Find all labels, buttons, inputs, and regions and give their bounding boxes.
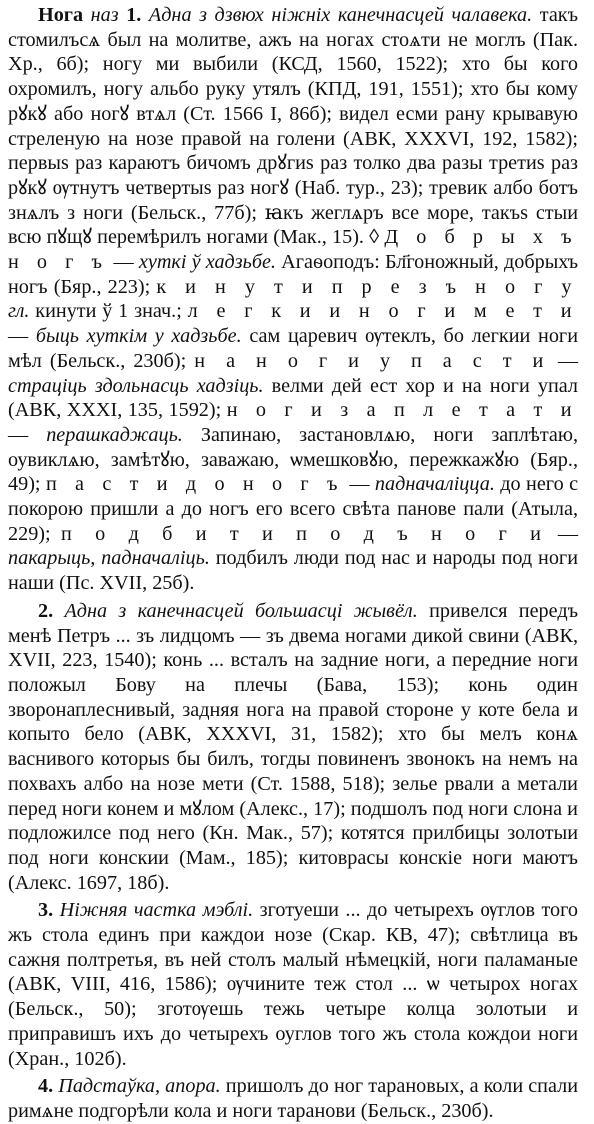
sense-4-paragraph [8, 1074, 578, 1123]
sense-2-number: 2. [38, 599, 54, 622]
citations-c: сам царевич ѹтеклъ, бо легкии ноги мѣл (Бельск., 230б); [8, 325, 578, 372]
phrase-6-gloss: падначаліцца. [374, 473, 495, 496]
phrase-1-term: Д о б р ы х ъ н о г ъ [8, 226, 578, 274]
sense-1-citations-a: такъ стомилъсѧ был на молитве, ажъ на ногах стоѧти не моглъ (Пак. Хр., 6б); ногу ми выбили (КСД, 1560, 1522); хто бы кого охромилъ, ногу альбо руку утялъ (КПД, 191, 1551); хто бы кому рꙋкꙋ або ногꙋ втѧл (Ст. 1566 I, 86б); видел есми рану крывавую стреленую на нозе правой на голени (АВК, XXXVI, 192, 1582); первыs раз караютъ бичомъ дрꙋгиs раз толко два разы третиs раз рꙋкꙋ ѹтнутъ четвертыs раз ногꙋ (Наб. тур., 23); тревик албо ботъ знѧлъ з ноги (Бельск., 77б); ꙗкъ жеглѧръ все море, такъs стыи всю пꙋщꙋ перемѣрилъ ногами (Мак., 15). [8, 4, 579, 249]
phrase-2-term: к и н у т и п р е з ъ н о г у [156, 275, 578, 298]
sense-2-definition: Адна з канечнасцей большасці жывёл. [64, 599, 418, 622]
phrase-7-gloss: пакарыць, падначаліць. [8, 547, 210, 570]
phrase-3-gloss: быць хуткім у хадзьбе. [35, 325, 242, 348]
phrase-5-gloss: перашкаджаць. [46, 423, 183, 446]
citations-d: велми дей ест хор и на ноги упал (АВК, XXXI, 135, 1592); [8, 374, 578, 422]
sense-1-number: 1. [126, 4, 142, 26]
phrase-5-term: н о г и з а п л е т а т и [226, 399, 579, 422]
citations-g: подбилъ люди под нас и народы под ноги наши (Пс. XVII, 25б). [8, 547, 579, 595]
sense-3-citations: зготуеши ... до четырехъ ѹглов того жъ стола единъ при каждои нозе (Скар. КВ, 47); свѣтлица въ сажня полтретья, въ ней столъ малый нѣмецкій, ноги паламаные (АВК, VIII, 416, 1586); ѹчините теж стол ... ѡ четырох ногах (Бельск., 50); зготѹешь тежь четыре колца золотыи и приправишъ ихъ до четырехъ оуглов того жъ стола кождои ноги (Хран., 102б). [8, 899, 579, 1070]
citations-e: Запинаю, застановлѧю, ноги заплѣтаю, оувиклѧю, замѣтꙋю, заважаю, ѡмешковꙋю, пережкажꙋю (Бяр., 49); [8, 423, 578, 496]
sense-3-number: 3. [38, 899, 54, 922]
sense-2-paragraph [8, 599, 578, 895]
phrase-4-term: н а н о г и у п а с т и [194, 349, 550, 372]
citations-b: Агаѳоподъ: Бл҃гоножный, добрыхъ ногъ (Бяр., 223); [8, 251, 579, 298]
sense-3-paragraph [8, 898, 578, 1071]
phrase-2-gram: гл. [8, 300, 30, 323]
headword: Нога [38, 4, 84, 26]
sense-2-citations: привелся передъ менѣ Петръ ... зъ лидцомъ — зъ двема ногами дикой свини (АВК, XVII, 223, 1540); конь ... всталъ на задние ноги, а передние ноги положыл Бову на плечы (Бава, 153); конь один зворонаплеснивый, задняя нога на правой стороне у коте бела и копыто бело (АВК, XXXVI, 31, 1582); хто бы мелъ конѧ васнивого которыs бы билъ, тогды повиненъ звонокъ на немъ на похвахъ албо на нозе мети (Ст. 1588, 518); зелье рвали а метали перед ноги конем и мꙋлом (Алекс., 17); подшолъ под ноги слона и подложилсе под него (Кн. Мак., 57); котятся прилбицы золотыи под ноги конскии (Мам., 185); китоврасы конскіе ноги маютъ (Алекс. 1697, 18б). [8, 599, 579, 894]
phrase-7-term: п о д б и т и п о д ъ н о г и [61, 522, 548, 545]
phrase-4-gloss: страціць здольнасць хадзіць. [8, 374, 264, 397]
sense-4-definition: Падстаўка, апора. [58, 1075, 221, 1098]
phrase-2-gloss: кинути ў 1 знач.; [35, 300, 182, 323]
sense-1-paragraph: Нога наз 1. Адна з дзвюх ніжніх канечнасцей чалавека. такъ стомилъсѧ был на молитве, ажъ на ногах стоѧти не моглъ (Пак. Хр., 6б); ногу ми выбили (КСД, 1560, 1522); хто бы кого охромилъ, ногу альбо руку утялъ (КПД, 191, 1551); хто бы кому рꙋкꙋ або ногꙋ втѧл (Ст. 1566 I, 86б); видел есми рану крывавую стреленую на нозе правой на голени (АВК, XXXVI, 192, 1582); первыs раз караютъ бичомъ дрꙋгиs раз толко два разы третиs раз рꙋкꙋ ѹтнутъ четвертыs раз ногꙋ (Наб. тур., 23); тревик албо ботъ знѧлъ з ноги (Бельск., 77б); ꙗкъ жеглѧръ все море, такъs стыи всю пꙋщꙋ перемѣрилъ ногами (Мак., 15). ◊ Д о б р ы х ъ н о г ъ — хуткі ў хадзьбе. Агаѳоподъ: Бл҃гоножный, добрыхъ ногъ (Бяр., 223); к и н у т и п р е з ъ н о г у гл. кинути ў 1 знач.; л е г к и и н о г и м е т и — быць хуткім у хадзьбе. сам царевич ѹтеклъ, бо легкии ноги мѣл (Бельск., 230б); н а н о г и у п а с т и — страціць здольнасць хадзіць. велми дей ест хор и на ноги упал (АВК, XXXI, 135, 1592); н о г и з а п л е т а т и — перашкаджаць. Запинаю, застановлѧю, ноги заплѣтаю, оувиклѧю, замѣтꙋю, заважаю, ѡмешковꙋю, пережкажꙋю (Бяр., 49); п а с т и д о н о г ъ — падначаліцца. до него с покорою пришли а до ногъ его всего свѣта панове пали (Атыла, 229); п о д б и т и п о д ъ н о г и — пакарыць, падначаліць. подбилъ люди под нас и народы под ноги наши (Пс. XVII, 25б). [8, 4, 579, 595]
sense-4-citations: пришолъ до ног тарановых, а коли спали римѧне подгорѣли кола и ноги таранови (Бельск., 230б). [8, 1075, 579, 1122]
sense-1-definition: Адна з дзвюх ніжніх канечнасцей чалавека. [148, 4, 533, 26]
phrase-3-term: л е г к и и н о г и м е т и [187, 300, 579, 323]
sense-4-number: 4. [38, 1075, 54, 1098]
sense-3-definition: Ніжняя частка мэблі. [59, 899, 254, 922]
citations-f: до него с покорою пришли а до ногъ его всего свѣта панове пали (Атыла, 229); [8, 473, 579, 545]
phrase-1-gloss: хуткі ў хадзьбе. [138, 251, 276, 274]
phrase-6-term: п а с т и д о н о г ъ [45, 473, 344, 496]
